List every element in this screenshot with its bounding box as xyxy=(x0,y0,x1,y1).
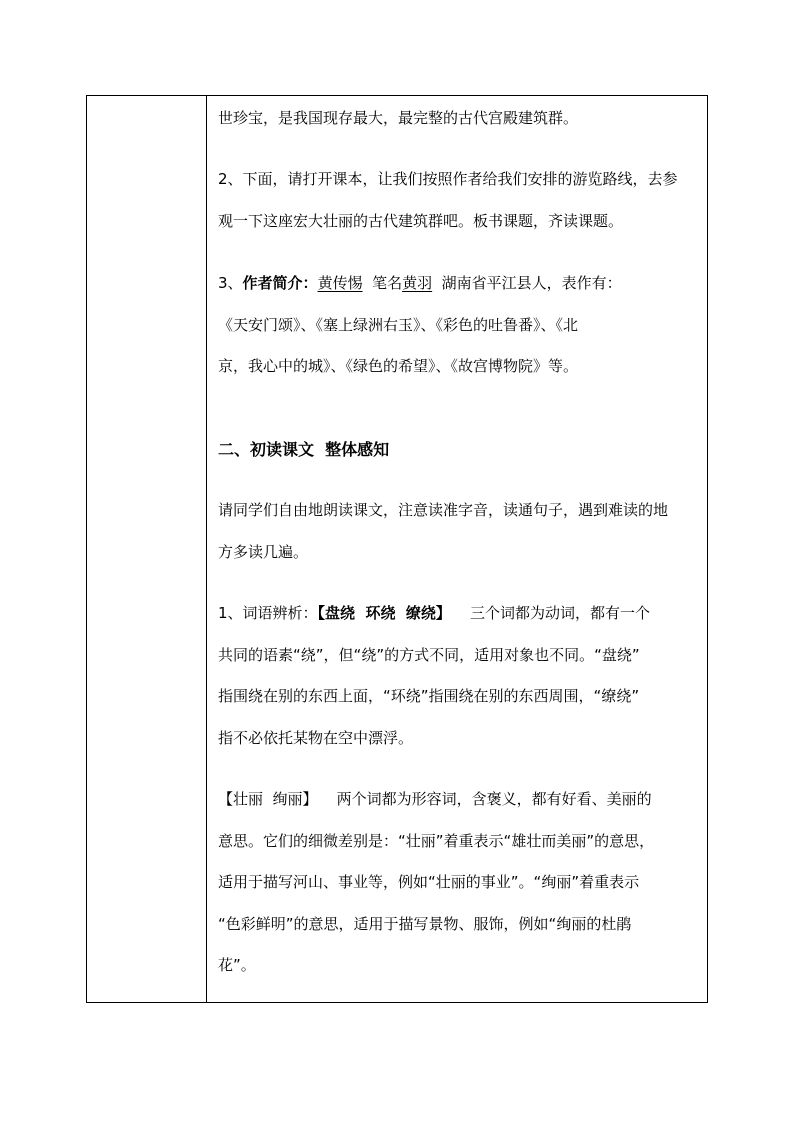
author-rest: 湖南省平江县人，表作有： xyxy=(432,274,622,292)
author-prefix: 3、 xyxy=(218,274,243,292)
word-analysis-rest: 三个词都为动词，都有一个 xyxy=(450,604,651,622)
pen-name: 黄羽 xyxy=(402,274,433,292)
text-line-18: 花”。 xyxy=(218,956,256,974)
text-line-13: 指不必依托某物在空中漂浮。 xyxy=(218,729,414,747)
pen-name-label: 笔名 xyxy=(362,274,403,292)
word-group-2-rest: 两个词都为形容词，含褒义，都有好看、美丽的 xyxy=(317,790,652,808)
text-line-12: 指围绕在别的东西上面，“环绕”指围绕在别的东西周围，“缭绕” xyxy=(218,687,640,705)
text-line-9: 方多读几遍。 xyxy=(218,543,309,561)
author-label: 作者简介： xyxy=(242,274,318,292)
content-cell xyxy=(208,96,707,1002)
author-intro-line xyxy=(218,273,701,293)
word-group-2-line xyxy=(218,789,701,809)
word-analysis-prefix: 1、词语辨析： xyxy=(218,604,318,622)
text-line-5: 《天安门颂》、《塞上绿洲右玉》、《彩色的吐鲁番》、《北 xyxy=(218,316,579,334)
text-line-15: 意思。它们的细微差别是：“壮丽”着重表示“雄壮而美丽”的意思， xyxy=(218,832,655,850)
section-heading: 二、初读课文 整体感知 xyxy=(218,440,390,459)
left-column-cell xyxy=(87,96,207,1002)
text-line-11: 共同的语素“绕”，但“绕”的方式不同，适用对象也不同。“盘绕” xyxy=(218,646,640,664)
lesson-table xyxy=(86,95,708,1003)
word-group-1: 【盘绕 环绕 缭绕】 xyxy=(317,604,451,622)
text-line-1: 世珍宝，是我国现存最大，最完整的古代宫殿建筑群。 xyxy=(218,109,579,127)
word-group-2: 【壮丽 绚丽】 xyxy=(218,790,318,808)
word-analysis-line xyxy=(218,603,701,623)
text-line-2: 2、下面，请打开课本，让我们按照作者给我们安排的游览路线，去参 xyxy=(218,170,678,188)
text-line-16: 适用于描写河山、事业等，例如“壮丽的事业”。“绚丽”着重表示 xyxy=(218,873,640,891)
author-name: 黄传惕 xyxy=(317,274,363,292)
text-line-17: “色彩鲜明”的意思，适用于描写景物、服饰，例如“绚丽的杜鹃 xyxy=(218,915,632,933)
text-line-6: 京，我心中的城》、《绿色的希望》、《故宫博物院》等。 xyxy=(218,357,579,375)
text-line-3: 观一下这座宏大壮丽的古代建筑群吧。板书课题，齐读课题。 xyxy=(218,212,624,230)
text-line-8: 请同学们自由地朗读课文，注意读准字音，读通句子，遇到难读的地 xyxy=(218,501,669,519)
